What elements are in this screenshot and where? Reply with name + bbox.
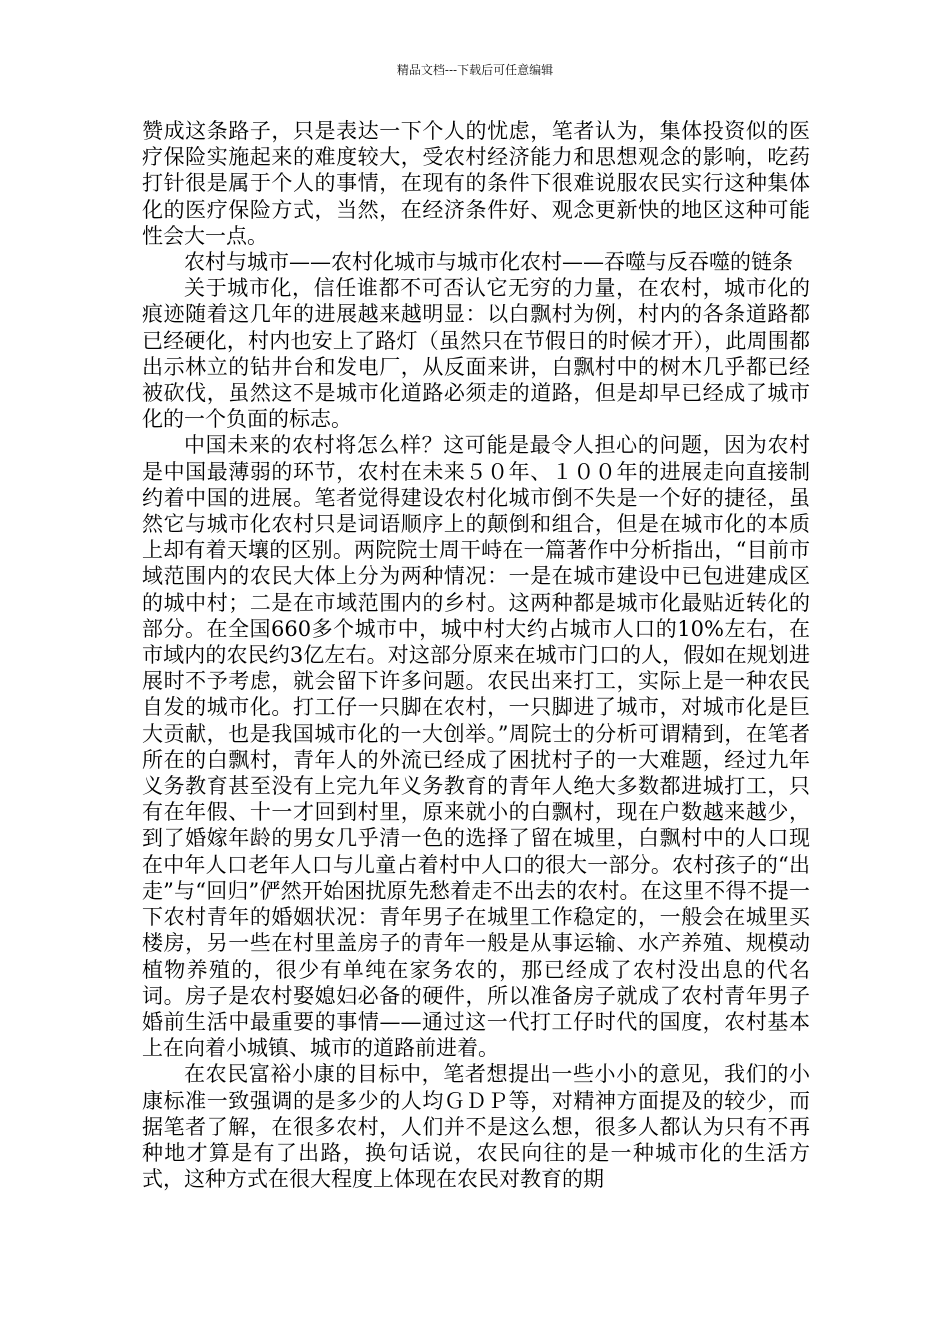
paragraph-urbanization: 关于城市化，信任谁都不可否认它无穷的力量，在农村，城市化的痕迹随着这几年的进展越来越明显：以白飘村为例，村内的各条道路都已经硬化，村内也安上了路灯（虽然只在节假日的时候才开），此周围都出示林立的钻井台和发电厂，从反面来讲，白飘村中的树木几乎都已经被砍伐，虽然这不是城市化道路必须走的道路，但是却早已经成了城市化的一个负面的标志。 <box>142 276 810 432</box>
paragraph-continuation: 赞成这条路子，只是表达一下个人的忧虑，笔者认为，集体投资似的医疗保险实施起来的难度较大，受农村经济能力和思想观念的影响，吃药打针很是属于个人的事情，在现有的条件下很难说服农民实行这种集体化的医疗保险方式，当然，在经济条件好、观念更新快的地区这种可能性会大一点。 <box>142 119 810 248</box>
paragraph-xiaokang: 在农民富裕小康的目标中，笔者想提出一些小小的意见，我们的小康标准一致强调的是多少的人均ＧＤＰ等，对精神方面提及的较少，而据笔者了解，在很多农村，人们并不是这么想，很多人都认为只有不再种地才算是有了出路，换句话说，农民向往的是一种城市化的生活方式，这种方式在很大程度上体现在农民对教育的期 <box>142 1062 810 1192</box>
document-body <box>142 118 810 1192</box>
paragraph-future-villages: 中国未来的农村将怎么样？这可能是最令人担心的问题，因为农村是中国最薄弱的环节，农村在未来５０年、１００年的进展走向直接制约着中国的进展。笔者觉得建设农村化城市倒不失是一个好的捷径，虽然它与城市化农村只是词语顺序上的颠倒和组合，但是在城市化的本质上却有着天壤的区别。两院院士周干峙在一篇著作中分析指出，“目前市域范围内的农民大体上分为两种情况：一是在城市建设中已包进建成区的城中村；二是在市域范围内的乡村。这两种都是城市化最贴近转化的部分。在全国660多个城市中，城中村大约占城市人口的10%左右，在市域内的农民约3亿左右。对这部分原来在城市门口的人，假如在规划进展时不予考虑，就会留下许多问题。农民出来打工，实际上是一种农民自发的城市化。打工仔一只脚在农村，一只脚进了城市，对城市化是巨大贡献，也是我国城市化的一大创举。”周院士的分析可谓精到，在笔者所在的白飘村，青年人的外流已经成了困扰村子的一大难题，经过九年义务教育甚至没有上完九年义务教育的青年人绝大多数都进城打工，只有在年假、十一才回到村里，原来就小的白飘村，现在户数越来越少，到了婚嫁年龄的男女几乎清一色的选择了留在城里，白飘村中的人口现在中年人口老年人口与儿童占着村中人口的很大一部分。农村孩子的“出走”与“回归”俨然开始困扰原先愁着走不出去的农村。在这里不得不提一下农村青年的婚姻状况：青年男子在城里工作稳定的，一般会在城里买楼房，另一些在村里盖房子的青年一般是从事运输、水产养殖、规模动植物养殖的，很少有单纯在家务农的，那已经成了农村没出息的代名词。房子是农村娶媳妇必备的硬件，所以准备房子就成了农村青年男子婚前生活中最重要的事情——通过这一代打工仔时代的国度，农村基本上在向着小城镇、城市的道路前进着。 <box>142 433 810 1061</box>
page-header: 精品文档---下载后可任意编辑 <box>396 63 554 77</box>
section-heading: 农村与城市——农村化城市与城市化农村——吞噬与反吞噬的链条 <box>184 250 793 275</box>
